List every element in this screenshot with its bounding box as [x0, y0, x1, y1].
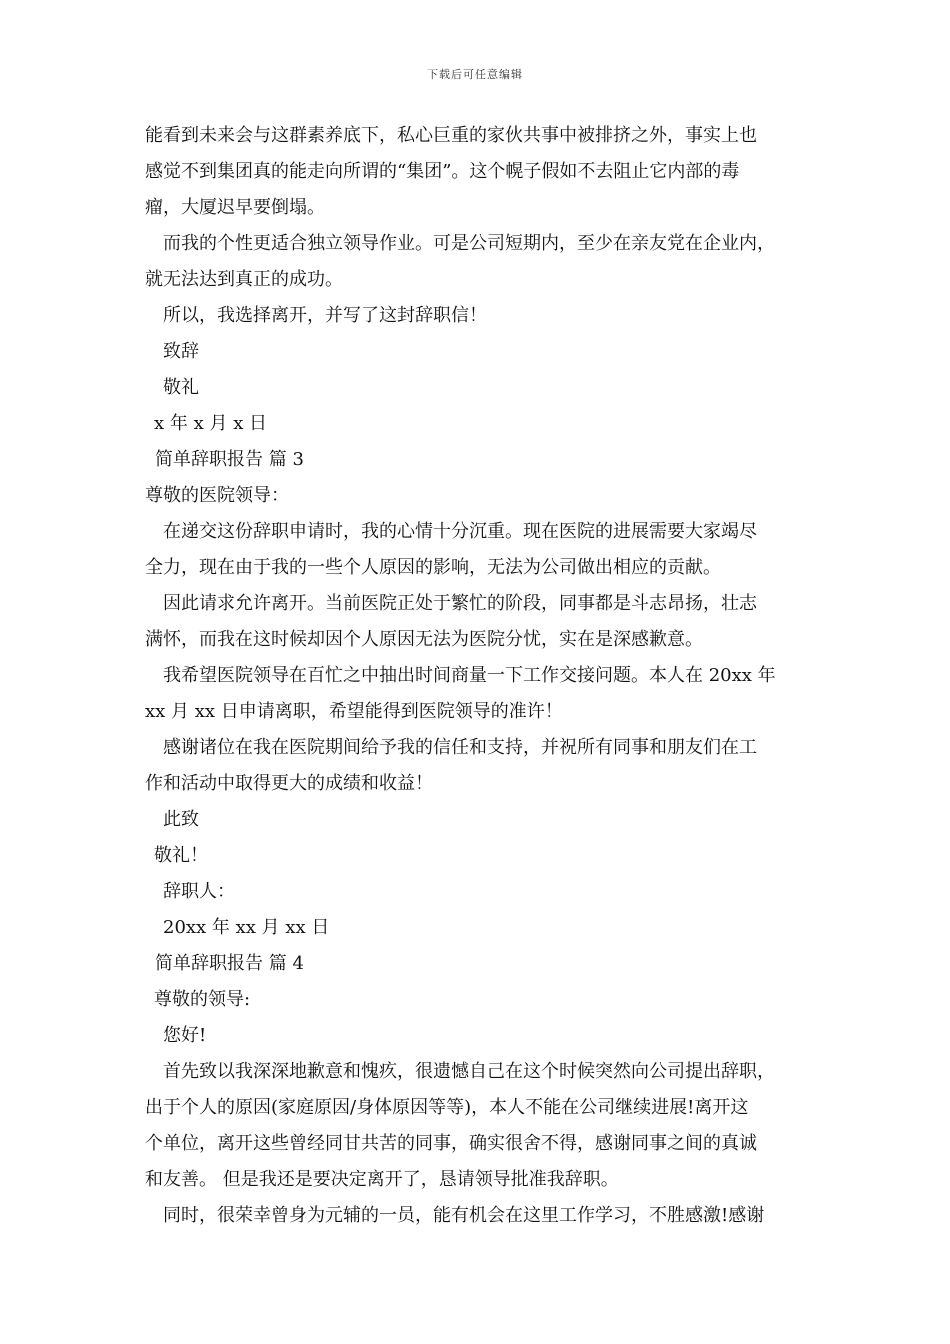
- greeting-line: 您好!: [163, 1025, 207, 1046]
- paragraph-line: 个单位，离开这些曾经同甘共苦的同事，确实很舍不得，感谢同事之间的真诚: [145, 1133, 757, 1154]
- closing-line: 致辞: [163, 341, 199, 362]
- paragraph-line: 我希望医院领导在百忙之中抽出时间商量一下工作交接问题。本人在 20xx 年: [163, 665, 776, 686]
- document-body: [145, 118, 810, 1234]
- paragraph-line: 在递交这份辞职申请时，我的心情十分沉重。现在医院的进展需要大家竭尽: [163, 521, 757, 542]
- page-header: 下载后可任意编辑: [427, 68, 523, 81]
- paragraph-line: xx 月 xx 日申请离职，希望能得到医院领导的准许！: [145, 701, 563, 722]
- closing-line: 敬礼: [163, 377, 199, 398]
- salutation: 尊敬的医院领导：: [145, 485, 289, 506]
- paragraph-line: 因此请求允许离开。当前医院正处于繁忙的阶段，同事都是斗志昂扬，壮志: [163, 593, 757, 614]
- paragraph-line: 而我的个性更适合独立领导作业。可是公司短期内，至少在亲友党在企业内，: [163, 233, 775, 254]
- salutation: 尊敬的领导:: [154, 989, 251, 1010]
- closing-line: 此致: [163, 809, 199, 830]
- section-title: 简单辞职报告 篇 4: [155, 953, 304, 974]
- paragraph-line: 感谢诸位在我在医院期间给予我的信任和支持，并祝所有同事和朋友们在工: [163, 737, 757, 758]
- paragraph-line: 首先致以我深深地歉意和愧疚，很遗憾自己在这个时候突然向公司提出辞职，: [163, 1061, 775, 1082]
- paragraph-line: 同时，很荣幸曾身为元辅的一员，能有机会在这里工作学习，不胜感激!感谢: [163, 1205, 765, 1226]
- date-line: 20xx 年 xx 月 xx 日: [163, 917, 330, 938]
- paragraph-line: 能看到未来会与这群素养底下，私心巨重的家伙共事中被排挤之外，事实上也: [145, 125, 757, 146]
- date-line: x 年 x 月 x 日: [154, 413, 268, 434]
- paragraph-line: 和友善。 但是我还是要决定离开了，恳请领导批准我辞职。: [145, 1169, 619, 1190]
- paragraph-line: 瘤，大厦迟早要倒塌。: [145, 197, 325, 218]
- paragraph-line: 满怀，而我在这时候却因个人原因无法为医院分忧，实在是深感歉意。: [145, 629, 703, 650]
- paragraph-line: 感觉不到集团真的能走向所谓的“集团”。这个幌子假如不去阻止它内部的毒: [145, 161, 740, 182]
- section-title: 简单辞职报告 篇 3: [155, 449, 304, 470]
- paragraph-line: 就无法达到真正的成功。: [145, 269, 343, 290]
- paragraph-line: 全力，现在由于我的一些个人原因的影响，无法为公司做出相应的贡献。: [145, 557, 721, 578]
- paragraph-line: 作和活动中取得更大的成绩和收益！: [145, 773, 433, 794]
- paragraph-line: 出于个人的原因(家庭原因/身体原因等等)，本人不能在公司继续进展!离开这: [145, 1097, 749, 1118]
- closing-line: 敬礼！: [154, 845, 208, 866]
- paragraph-line: 所以，我选择离开，并写了这封辞职信！: [163, 305, 487, 326]
- signature-line: 辞职人：: [163, 881, 235, 902]
